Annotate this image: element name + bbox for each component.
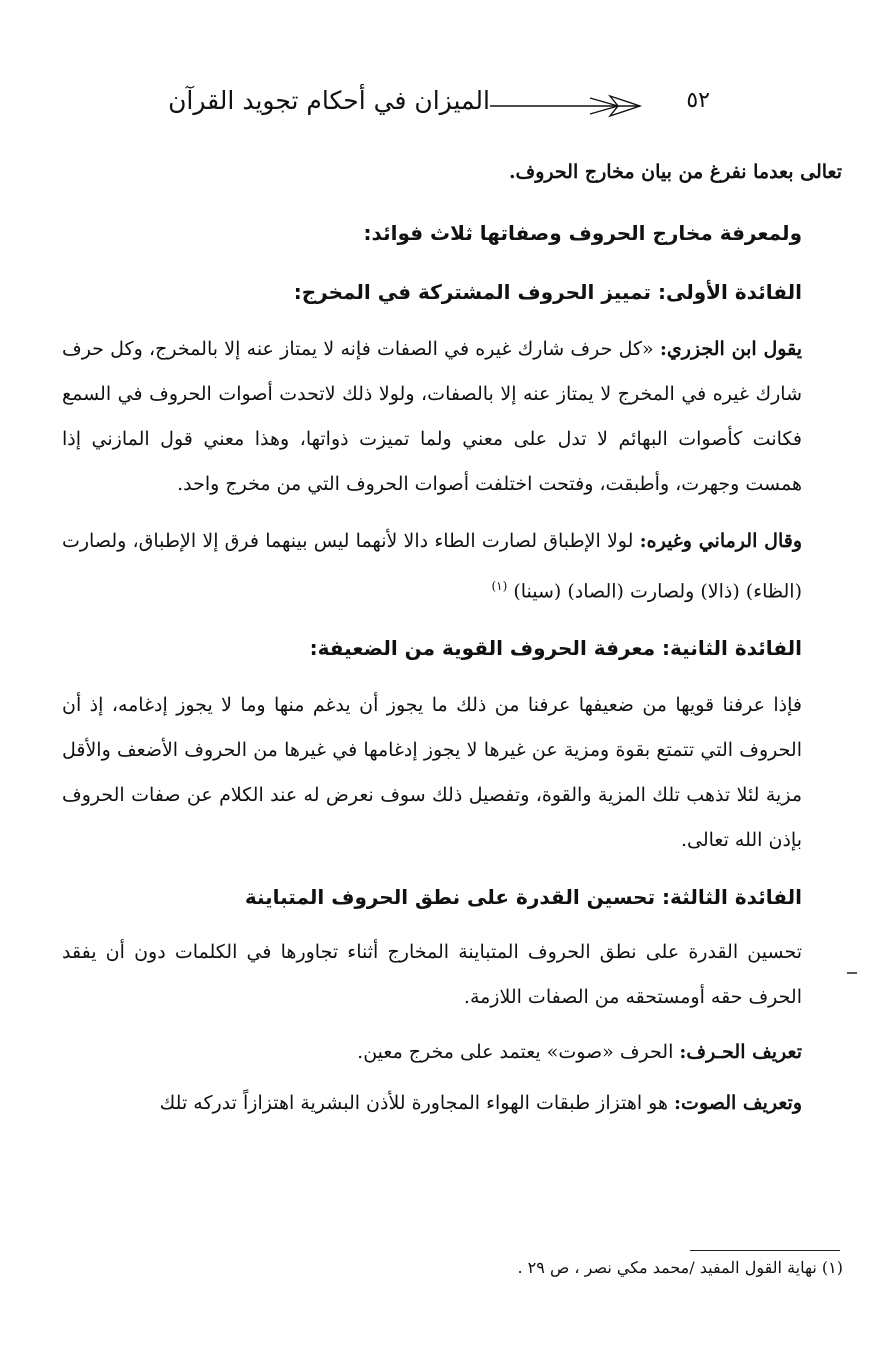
paragraph-body: الحرف «صوت» يعتمد على مخرج معين. [357, 1041, 674, 1064]
paragraph-body: هو اهتزاز طبقات الهواء المجاورة للأذن البشرية اهتزازاً تدركه تلك [159, 1092, 668, 1115]
margin-mark [847, 972, 857, 974]
paragraph-lead: وقال الرماني وغيره: [639, 530, 802, 552]
footnote: (١) نهاية القول المفيد /محمد مكي نصر ، ص ٢٩ . [517, 1258, 843, 1277]
heading-second-benefit: الفائدة الثانية: معرفة الحروف القوية من الضعيفة: [309, 636, 802, 661]
paragraph-sound-definition [62, 1081, 842, 1126]
heading-three-benefits: ولمعرفة مخارج الحروف وصفاتها ثلاث فوائد: [363, 221, 802, 245]
paragraph-body: لولا الإطباق لصارت الطاء دالا لأنهما ليس بينهما فرق إلا الإطباق، ولصارت (الظاء) (ذالا) ولصارت (الصاد) (سينا) [62, 530, 802, 603]
paragraph-ibn-jazari [62, 327, 842, 507]
ornament-divider-icon [490, 92, 655, 120]
paragraph-lead: تعريف الحـرف: [679, 1041, 802, 1064]
book-title: الميزان في أحكام تجويد القرآن [168, 86, 490, 115]
paragraph-strong-weak: فإذا عرفنا قويها من ضعيفها عرفنا من ذلك ما يجوز أن يدغم منها وما لا يجوز إدغامه، إذ أن الحروف التي تتمتع بقوة ومزية عن غيرها لا يجوز إدغامها في غيرها من الحروف الأضعف والأقل مزية لئلا تذهب تلك المزية والقوة، وتفصيل ذلك سوف نعرض له عند الكلام عن صفات الحروف بإذن الله تعالى. [62, 694, 802, 852]
paragraph-letter-definition [62, 1030, 842, 1075]
paragraph-lead: يقول ابن الجزري: [659, 338, 802, 360]
footnote-reference: (١) [491, 579, 508, 593]
paragraph-1: تعالى بعدما نفرغ من بيان مخارج الحروف. [508, 161, 842, 183]
body-text [62, 150, 842, 1126]
heading-first-benefit: الفائدة الأولى: تمييز الحروف المشتركة في المخرج: [293, 280, 802, 304]
footnote-divider [690, 1250, 840, 1251]
paragraph-rummani [62, 519, 842, 614]
running-header [120, 82, 720, 132]
paragraph-body: «كل حرف شارك غيره في الصفات فإنه لا يمتاز عنه إلا بالمخرج، وكل حرف شارك غيره في المخرج لا يمتاز عنه إلا بالصفات، ولولا ذلك لاتحدت أصوات الحروف في السمع فكانت كأصوات البهائم لا تدل على معني ولما تميزت ذواتها، وهذا معني قول المازني إذا همست وجهرت، وأطبقت، وفتحت اختلفت أصوات الحروف التي من مخرج واحد. [62, 338, 802, 495]
paragraph-lead: وتعريف الصوت: [674, 1092, 802, 1115]
heading-third-benefit: الفائدة الثالثة: تحسين القدرة على نطق الحروف المتباينة [244, 885, 802, 910]
page-number: ٥٢ [686, 88, 710, 113]
paragraph-pronunciation: تحسين القدرة على نطق الحروف المتباينة المخارج أثناء تجاورها في الكلمات دون أن يفقد الحرف حقه أومستحقه من الصفات اللازمة. [62, 941, 802, 1009]
